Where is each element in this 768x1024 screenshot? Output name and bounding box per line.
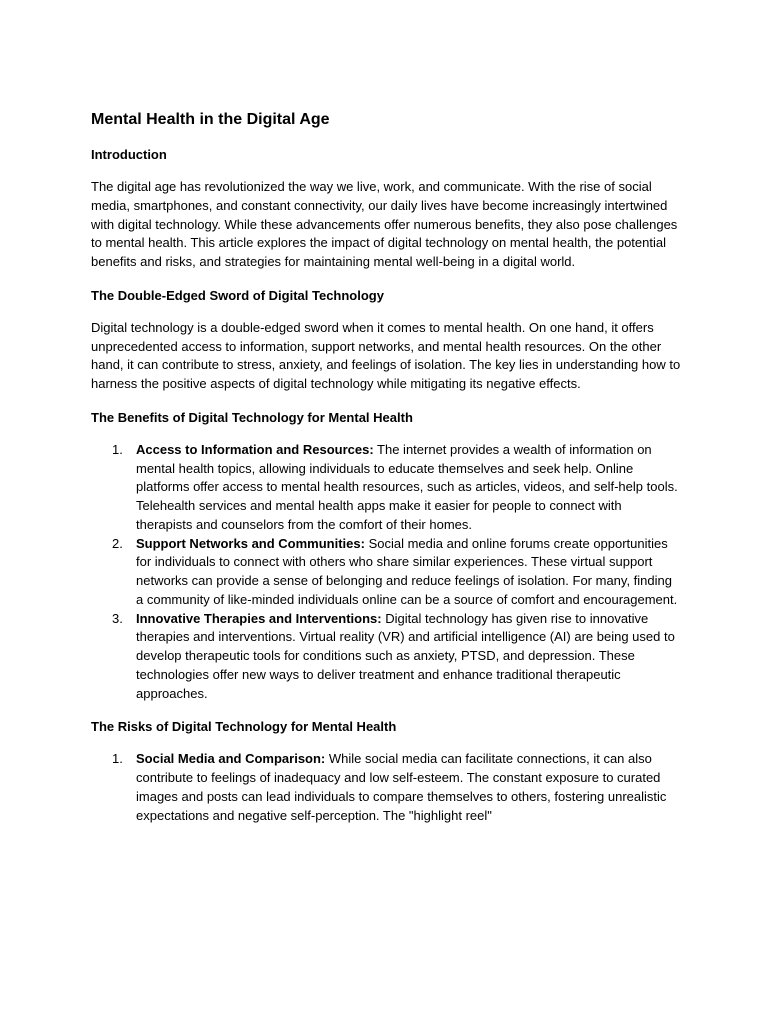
risks-list	[91, 750, 681, 825]
list-item	[91, 441, 681, 535]
document-page	[91, 108, 681, 839]
list-item-text: Digital technology has given rise to innovative therapies and interventions. Virtual reality (VR) and artificial intelligence (AI) are being used to develop therapeutic tools for conditions such as anxiety, PTSD, and depression. These technologies offer new ways to deliver treatment and enhance traditional therapeutic approaches.	[136, 610, 675, 701]
list-item-text: Social media and online forums create opportunities for individuals to connect with others who share similar experiences. These virtual support networks can provide a sense of belonging and reduce feelings of isolation. For many, finding a community of like-minded individuals online can be a source of comfort and encouragement.	[136, 535, 678, 607]
list-item-number: 3.	[112, 610, 123, 626]
list-item-label: Innovative Therapies and Interventions:	[136, 610, 382, 626]
list-item-label: Support Networks and Communities:	[136, 535, 365, 551]
document-title: Mental Health in the Digital Age	[91, 111, 330, 128]
list-item-label: Access to Information and Resources:	[136, 441, 374, 457]
double-edged-sword-paragraph: Digital technology is a double-edged sword when it comes to mental health. On one hand, it offers unprecedented access to information, support networks, and mental health resources. On the other hand, it can contribute to stress, anxiety, and feelings of isolation. The key lies in understanding how to harness the positive aspects of digital technology while mitigating its negative effects.	[91, 319, 681, 391]
list-item	[91, 610, 681, 704]
list-item	[91, 535, 681, 610]
list-item-number: 2.	[112, 535, 123, 551]
section-heading-introduction: Introduction	[91, 147, 167, 162]
list-item-text: While social media can facilitate connections, it can also contribute to feelings of inadequacy and low self-esteem. The constant exposure to curated images and posts can lead individuals to compare themselves to others, fostering unrealistic expectations and negative self-perception. The "highlight reel"	[136, 751, 667, 823]
section-heading-double-edged-sword: The Double-Edged Sword of Digital Technology	[91, 287, 384, 303]
list-item	[91, 750, 681, 825]
benefits-list	[91, 441, 681, 704]
list-item-number: 1.	[112, 751, 123, 767]
list-item-number: 1.	[112, 441, 123, 457]
section-heading-risks: The Risks of Digital Technology for Mental Health	[91, 719, 397, 735]
introduction-paragraph: The digital age has revolutionized the way we live, work, and communicate. With the rise of social media, smartphones, and constant connectivity, our daily lives have become increasingly intertwined with digital technology. While these advancements offer numerous benefits, they also pose challenges to mental health. This article explores the impact of digital technology on mental health, the potential benefits and risks, and strategies for maintaining mental well-being in a digital world.	[91, 179, 678, 269]
list-item-label: Social Media and Comparison:	[136, 751, 326, 767]
section-heading-benefits: The Benefits of Digital Technology for Mental Health	[91, 409, 413, 425]
list-item-text: The internet provides a wealth of information on mental health topics, allowing individuals to educate themselves and seek help. Online platforms offer access to mental health resources, such as articles, videos, and self-help tools. Telehealth services and mental health apps make it easier for people to connect with therapists and counselors from the comfort of their homes.	[136, 441, 678, 532]
